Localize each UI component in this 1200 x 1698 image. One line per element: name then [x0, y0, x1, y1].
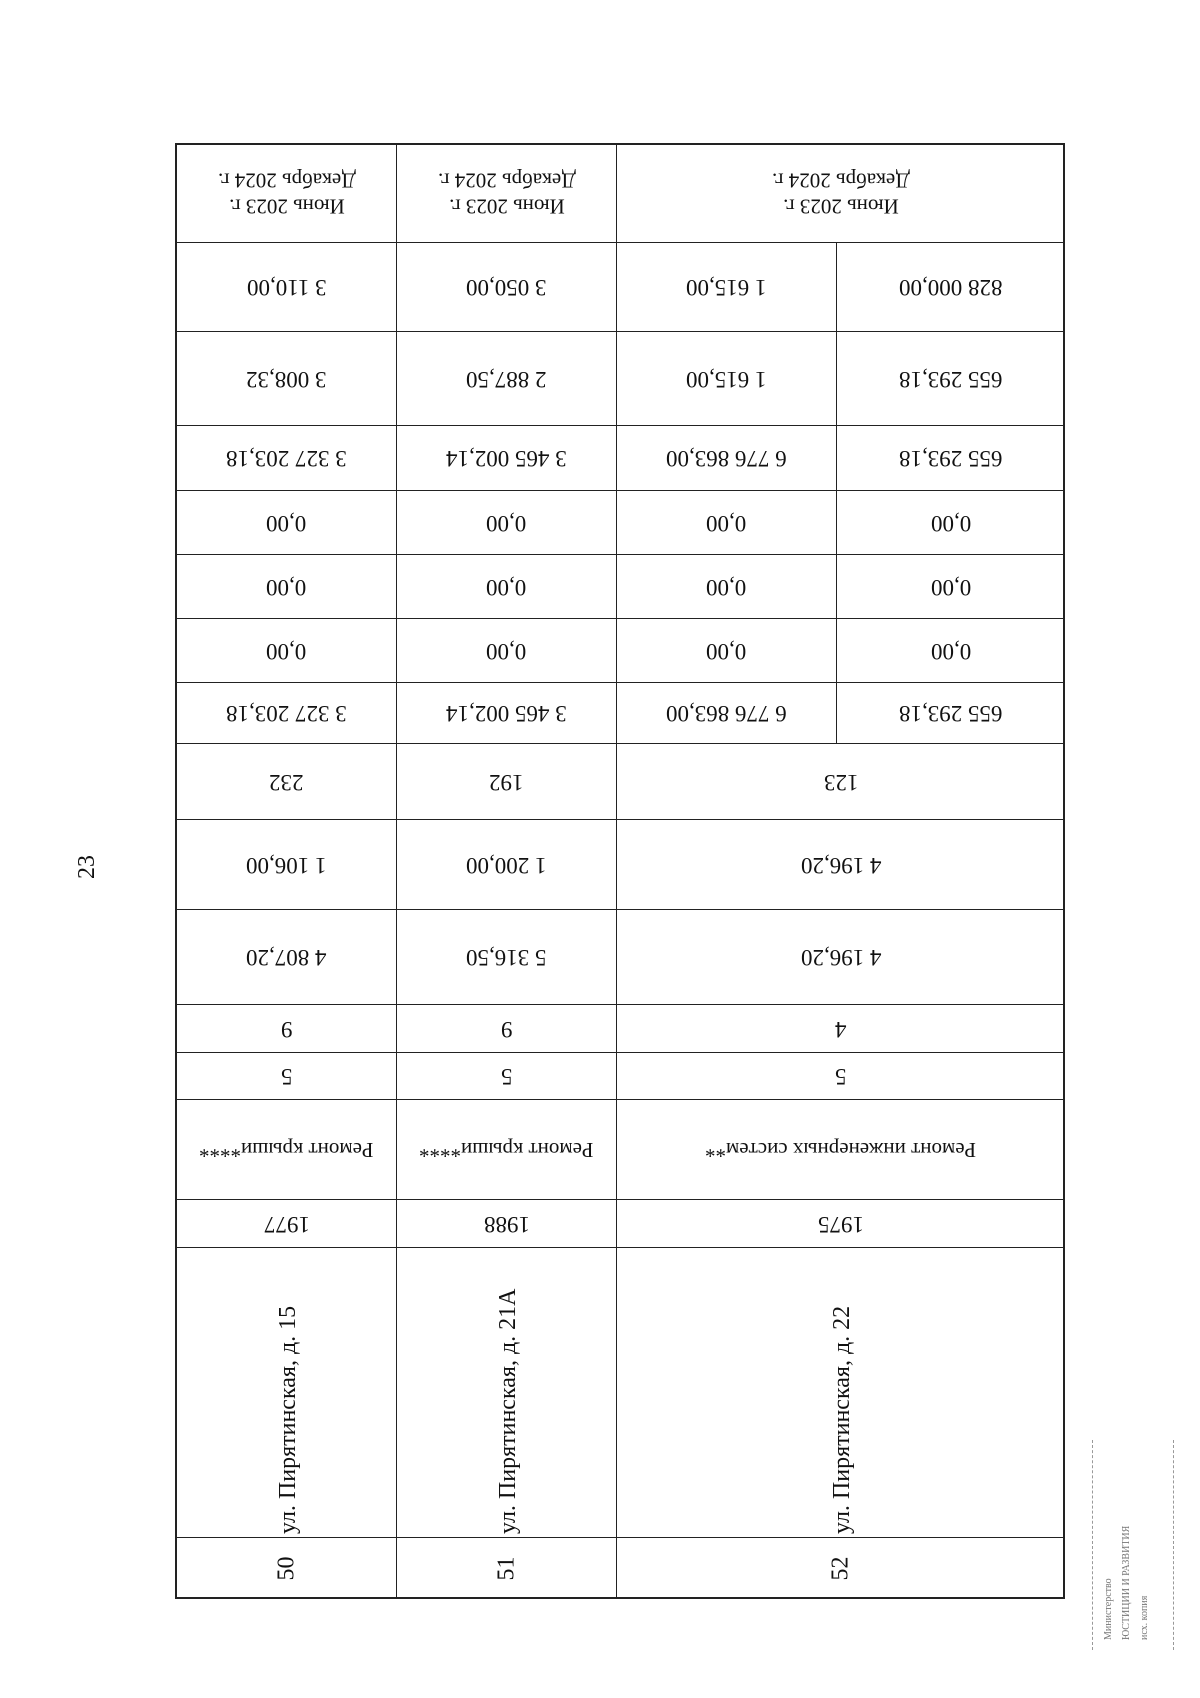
- row51-address: ул. Пирятинская, д. 21А: [397, 1248, 617, 1538]
- row50-c7: 4 807,20: [177, 910, 397, 1005]
- row50-c13: 0,00: [177, 491, 397, 555]
- row51-c11: 0,00: [397, 619, 617, 683]
- row52-period: Июнь 2023 г. Декабрь 2024 г.: [617, 145, 1065, 243]
- row51-c16: 3 050,00: [397, 243, 617, 332]
- row50-c5: 5: [177, 1053, 397, 1100]
- page-number: 23: [74, 855, 100, 879]
- row52b-c13: 0,00: [837, 491, 1065, 555]
- row51-c9: 192: [397, 744, 617, 820]
- row52-c9: 123: [617, 744, 1065, 820]
- row52-c7: 4 196,20: [617, 910, 1065, 1005]
- row51-c10: 3 465 002,14: [397, 683, 617, 744]
- row51-c7: 5 316,50: [397, 910, 617, 1005]
- row50-year: 1977: [177, 1200, 397, 1248]
- row50-c6: 9: [177, 1005, 397, 1053]
- row52a-c10: 6 776 863,00: [617, 683, 837, 744]
- row50-c8: 1 106,00: [177, 820, 397, 910]
- row52-c5: 5: [617, 1053, 1065, 1100]
- row50-address: ул. Пирятинская, д. 15: [177, 1248, 397, 1538]
- row52a-c14: 6 776 863,00: [617, 426, 837, 491]
- row52a-c13: 0,00: [617, 491, 837, 555]
- row52-c6: 4: [617, 1005, 1065, 1053]
- row52b-c11: 0,00: [837, 619, 1065, 683]
- row50-number: 50: [177, 1538, 397, 1599]
- row52a-c16: 1 615,00: [617, 243, 837, 332]
- row50-work-type: Ремонт крыши****: [177, 1100, 397, 1200]
- row50-c16: 3 110,00: [177, 243, 397, 332]
- row52b-c16: 828 000,00: [837, 243, 1065, 332]
- row52b-c14: 655 293,18: [837, 426, 1065, 491]
- row51-work-type: Ремонт крыши****: [397, 1100, 617, 1200]
- row51-c13: 0,00: [397, 491, 617, 555]
- row52a-c15: 1 615,00: [617, 332, 837, 426]
- stamp-line-3: исх. копия: [1139, 1595, 1150, 1640]
- row52a-c12: 0,00: [617, 555, 837, 619]
- row50-c10: 3 327 203,18: [177, 683, 397, 744]
- rotated-data-table: [175, 143, 1065, 1599]
- row50-c9: 232: [177, 744, 397, 820]
- row52a-c11: 0,00: [617, 619, 837, 683]
- row52-c8: 4 196,20: [617, 820, 1065, 910]
- row52-address: ул. Пирятинская, д. 22: [617, 1248, 1065, 1538]
- row50-c12: 0,00: [177, 555, 397, 619]
- row51-year: 1988: [397, 1200, 617, 1248]
- row51-c12: 0,00: [397, 555, 617, 619]
- row52-number: 52: [827, 1556, 854, 1581]
- row51-c5: 5: [397, 1053, 617, 1100]
- row50-period: Июнь 2023 г. Декабрь 2024 г.: [177, 145, 397, 243]
- row50-c14: 3 327 203,18: [177, 426, 397, 491]
- row52-year: 1975: [617, 1200, 1065, 1248]
- row52b-c12: 0,00: [837, 555, 1065, 619]
- row51-c8: 1 200,00: [397, 820, 617, 910]
- row52b-c15: 655 293,18: [837, 332, 1065, 426]
- row50-c15: 3 008,32: [177, 332, 397, 426]
- document-stamp: [1092, 1440, 1174, 1650]
- row51-number: 51: [397, 1538, 617, 1599]
- stamp-line-2: ЮСТИЦИИ И РАЗВИТИЯ: [1121, 1525, 1132, 1640]
- row52b-c10: 655 293,18: [837, 683, 1065, 744]
- row51-c15: 2 887,50: [397, 332, 617, 426]
- stamp-line-1: Министерство: [1103, 1578, 1114, 1640]
- row51-c6: 9: [397, 1005, 617, 1053]
- row50-c11: 0,00: [177, 619, 397, 683]
- row51-c14: 3 465 002,14: [397, 426, 617, 491]
- row52-work-type: Ремонт инженерных систем**: [617, 1100, 1065, 1200]
- row51-period: Июнь 2023 г. Декабрь 2024 г.: [397, 145, 617, 243]
